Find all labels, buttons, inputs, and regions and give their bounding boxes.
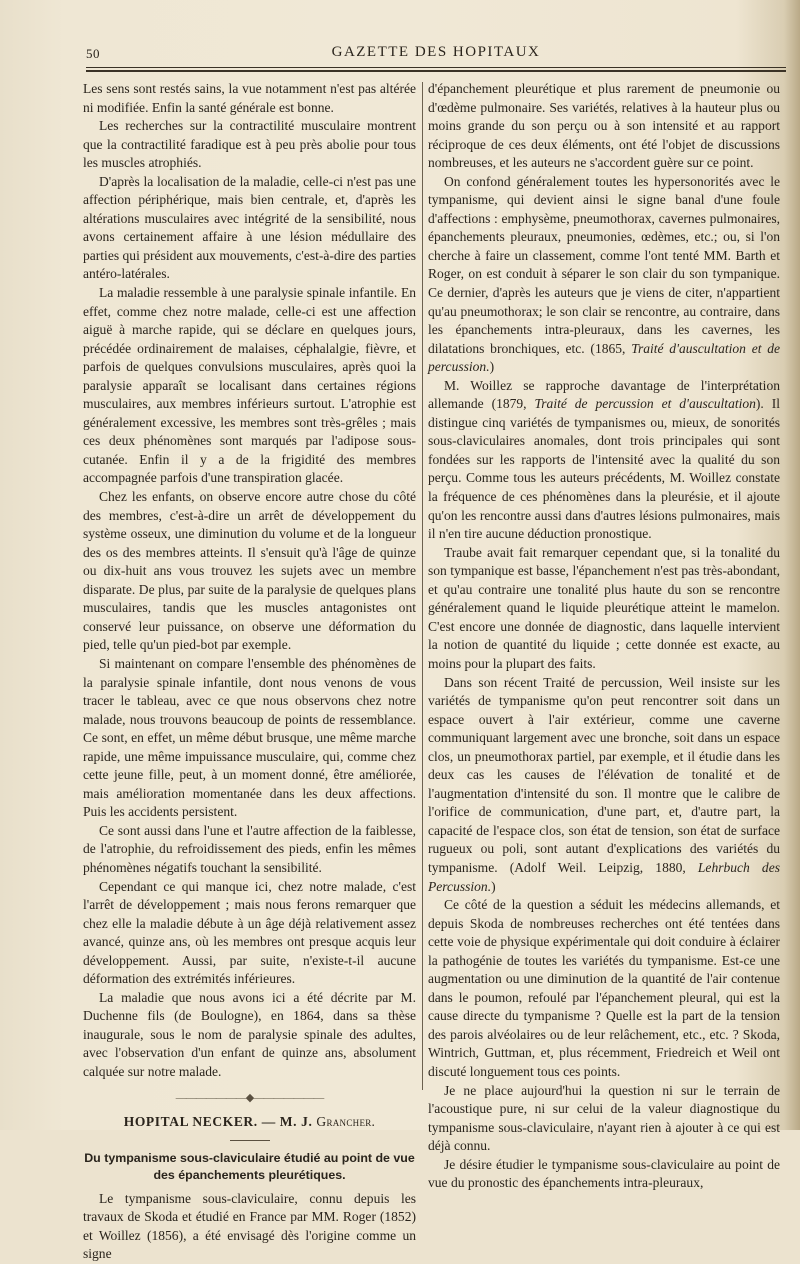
text-run: On confond généralement toutes les hypersonorités avec le tympanisme, qui devient ainsi le signe banal d'une foule d'affections : emphysème, pneumothorax, cavernes pulmonaires, épanchements pleuraux, pneumonies, œdèmes, etc.; ou, si l'on cherche à faire un classement, comme l'ont tenté MM. Barth et Roger, on est conduit à séparer le son clair du son tympanique. Ce dernier, d'après les auteurs que je viens de citer, n'appartient qu'au pneumothorax; le son clair se rencontre, au contraire, dans les épanchements intra-pleuraux, dans les cavernes, les dilatations bronchiques, etc. (1865,	[428, 173, 780, 356]
section-heading-author: Grancher.	[316, 1114, 376, 1130]
paragraph: Les sens sont restés sains, la vue notamment n'est pas altérée ni modifiée. Enfin la santé générale est bonne.	[83, 81, 416, 115]
paragraph	[428, 674, 780, 897]
paragraph	[428, 173, 780, 377]
paragraph: Le tympanisme sous-claviculaire, connu depuis les travaux de Skoda et étudié en France par MM. Roger (1852) et Woillez (1856), a été envisagé dès l'origine comme un signe	[83, 1190, 416, 1262]
paragraph: Je désire étudier le tympanisme sous-claviculaire au point de vue du pronostic des épanchements intra-pleuraux,	[428, 1156, 780, 1191]
page-number: 50	[86, 46, 100, 61]
running-title: GAZETTE DES HOPITAUX	[331, 44, 541, 60]
italic-title: Traité d'auscultation et de percussion.	[428, 340, 780, 375]
paragraph: Ce côté de la question a séduit les médecins allemands, et depuis Skoda de nombreuses recherches ont été tentées dans cette voie de physique expérimentale qui doit conduire à éclairer la pathogénie de toutes les variétés du tympanisme. Est-ce une augmentation ou une diminution de la quantité de l'air contenue dans le poumon, refoulé par l'épanchement pleural, qui est la cause directe du tympanisme ? Quelle est la part de la tension des parois alvéolaires ou de leur relâchement, etc., etc. ? Skoda, Wintrich, Guttman, et, plus récemment, Friedreich et Weil ont discuté longuement tous ces points.	[428, 897, 780, 1079]
paragraph: Les recherches sur la contractilité musculaire montrent que la contractilité faradique est à peu près abolie pour tous les muscles atrophiés.	[83, 118, 416, 171]
paragraph: Si maintenant on compare l'ensemble des phénomènes de la paralysie spinale infantile, dont nous venons de vous tracer le tableau, avec ce que nous observons chez notre malade, nous trouvons beaucoup de points de ressemblance. Ce sont, en effet, un même début brusque, une même marche rapide, une même impuissance musculaire, qui, comme chez cette jeune fille, peut, à un moment donné, être améliorée, mais amélioration momentanée dans les deux affections. Puis les accidents persistent.	[83, 655, 416, 820]
paragraph: La maladie que nous avons ici a été décrite par M. Duchenne fils (de Boulogne), en 1864, dans sa thèse inaugurale, sous le nom de paralysie spinale des adultes, avec l'observation d'un enfant de quinze ans, absolument calquée sur notre malade.	[83, 989, 416, 1079]
header-rule-thick	[86, 70, 786, 72]
section-heading-title: HOPITAL NECKER. — M. J.	[123, 1114, 313, 1130]
paragraph: Cependant ce qui manque ici, chez notre malade, c'est l'arrêt de développement ; mais nous ferons remarquer que chez elle la maladie débute à un âge déjà relativement assez avancé, quinze ans, où les membres ont presque acquis leur développement. Aussi, par suite, n'existe-t-il aucune déformation des extrémités inférieures.	[83, 878, 416, 987]
italic-title: Lehrbuch des Percussion.	[428, 859, 780, 894]
paragraph: La maladie ressemble à une paralysie spinale infantile. En effet, comme chez notre malade, celle-ci est une affection aiguë à marche rapide, qui se déclare en quelques jours, précédée ordinairement de malaises, céphalalgie, fièvre, et parfois de quelques convulsions musculaires, après quoi la paralysie apparaît se localisant dans certaines régions musculaires, aux membres inférieurs surtout. L'atrophie est généralement excessive, les membres sont très-grêles ; mais ces deux phénomènes sont marqués par l'adipose sous-cutanée. Enfin il y a de la frigidité des membres accompagnée parfois d'une transpiration glacée.	[83, 285, 416, 486]
paragraph: d'épanchement pleurétique et plus rarement de pneumonie ou d'œdème pulmonaire. Ses variétés, relatives à la hauteur plus ou moins grande du son perçu ou à son intensité et au rapport réciproque de ces deux éléments, ont été l'objet de discussions nombreuses, et les auteurs ne s'accordent guère sur ce point.	[428, 81, 780, 171]
paragraph	[428, 377, 780, 544]
column-divider	[422, 82, 423, 1090]
text-run: Dans son récent Traité de percussion, Weil insiste sur les variétés de tympanisme qu'on peut rencontrer soit dans un espace ouvert à l'air extérieur, comme une caverne communiquant largement avec une bronche, soit dans un espace clos, un pneumothorax partiel, par exemple, et il étudie dans les deux cas les causes de l'élévation de tonalité et de l'augmentation d'intensité du son. Il montre que le calibre de l'orifice de communication, d'une part, et, d'autre part, la capacité de l'espace clos, son état de tension, son état de surface rugueux ou poli, sont autant d'explications des variétés du tympanisme. (Adolf Weil. Leipzig, 1880,	[428, 674, 780, 875]
left-column	[83, 80, 416, 1264]
paragraph: Chez les enfants, on observe encore autre chose du côté des membres, c'est-à-dire un arrêt de développement du système osseux, une diminution du volume et de la longueur des os des membres atteints. Il s'ensuit qu'à l'âge de quinze ou dix-huit ans vous trouvez les sujets avec un membre disparate. De plus, par suite de la paralysie de quelques plans musculaires, tandis que les muscles antagonistes ont conservé leur puissance, on observe une déformation du pied, telle qu'un pied-bot par exemple.	[83, 489, 416, 653]
text-run: )	[489, 359, 495, 375]
ornament-divider: ———————◆———————	[175, 1091, 324, 1104]
page-header	[86, 44, 786, 66]
paragraph: Ce sont aussi dans l'une et l'autre affection de la faiblesse, de l'atrophie, du refroidissement des pieds, enfin les mêmes phénomènes négatifs touchant la sensibilité.	[83, 822, 416, 875]
header-rule-thin	[86, 67, 786, 68]
text-run: )	[491, 878, 496, 894]
section-heading	[83, 1113, 416, 1132]
italic-title: Traité de percussion et d'auscultation	[534, 396, 756, 412]
text-run: M. Woillez se rapproche davantage de l'interprétation allemande (1879,	[428, 377, 780, 412]
right-column	[428, 80, 780, 1193]
paragraph: Traube avait fait remarquer cependant que, si la tonalité du son tympanique est basse, l'épanchement n'est pas très-abondant, et qu'au contraire une tonalité plus haute du son se rencontre généralement quand le liquide pleurétique atteint le mamelon. C'est encore une donnée de diagnostic, dans laquelle intervient la notion de quantité du liquide ; cette donnée est exacte, au moins pour la plupart des faits.	[428, 544, 780, 671]
paragraph: D'après la localisation de la maladie, celle-ci n'est pas une affection périphérique, mais bien centrale, et, d'après les altérations musculaires avec intégrité de la sensibilité, nous avons certainement affaire à une lésion médullaire des parties qui président aux mouvements, c'est-à-dire des parties antéro-latérales.	[83, 173, 416, 282]
text-run: ). Il distingue cinq variétés de tympanismes ou, mieux, de sonorités sous-claviculaires anomales, dont trois principales qui sont fondées sur les rapports de l'intensité avec la qualité du son perçu. Comme tous les auteurs précédents, M. Woillez constate la fréquence de ces phénomènes dans la pleurésie, et il ajoute qu'on les rencontre aussi dans d'autres lésions pulmonaires, mais il n'en tire aucune déduction pronostique.	[428, 396, 781, 542]
short-rule	[230, 1140, 270, 1141]
article-subtitle: Du tympanisme sous-claviculaire étudié au point de vue des épanchements pleurétiques.	[84, 1150, 415, 1182]
paragraph: Je ne place aujourd'hui la question ni sur le terrain de l'acoustique pure, ni sur celui de la valeur diagnostique du tympanisme sous-claviculaire, n'ayant rien à ajouter à ce qui est déjà connu.	[428, 1082, 780, 1154]
